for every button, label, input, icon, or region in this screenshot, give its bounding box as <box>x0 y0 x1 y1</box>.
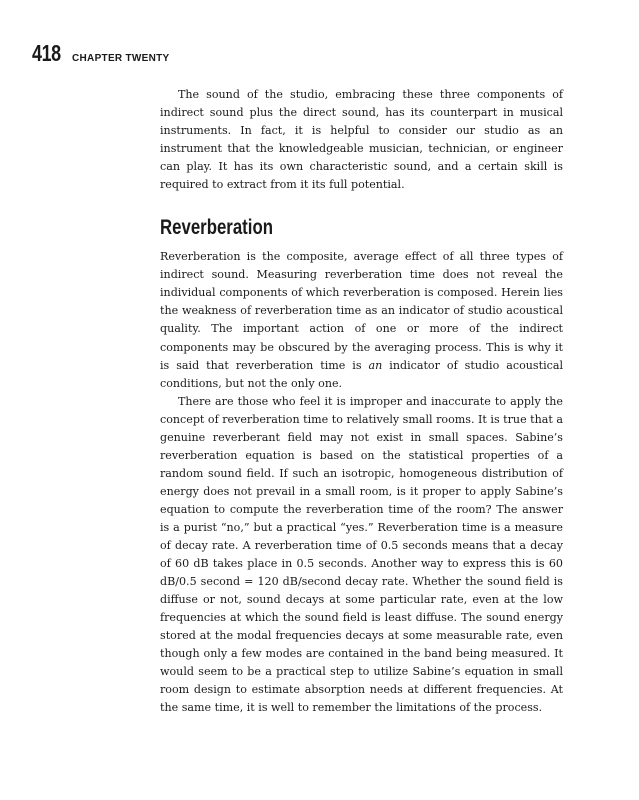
page-body <box>160 86 563 718</box>
intro-paragraph: The sound of the studio, embracing these three components of indirect sound plus the direct sound, has its counterpart in musical instruments. In fact, it is helpful to consider our studio as an instrument that the knowledgeable musician, technician, or engineer can play. It has its own characteristic sound, and a certain skill is required to extract from it its full potential. <box>160 88 563 192</box>
chapter-title: CHAPTER TWENTY <box>72 53 170 64</box>
paragraph-2: There are those who feel it is improper and inaccurate to apply the concept of reverberation time to relatively small rooms. It is true that a genuine reverberant field may not exist in small spaces. Sabine’s reverberation equation is based on the statistical properties of a random sound field. If such an isotropic, homogeneous distribution of energy does not prevail in a small room, is it proper to apply Sabine’s equation to compute the reverberation time of the room? The answer is a purist “no,” but a practical “yes.” Reverberation time is a measure of decay rate. A reverberation time of 0.5 seconds means that a decay of 60 dB takes place in 0.5 seconds. Another way to express this is 60 dB/0.5 second = 120 dB/second decay rate. Whether the sound field is diffuse or not, sound decays at some particular rate, even at the low frequencies at which the sound field is least diffuse. The sound energy stored at the modal frequencies decays at some measurable rate, even though only a few modes are contained in the band being measured. It would seem to be a practical step to utilize Sabine’s equation in small room design to estimate absorption needs at different frequencies. At the same time, it is well to remember the limitations of the process. <box>160 394 563 715</box>
running-head <box>32 40 170 66</box>
paragraph-1-text-start: Reverberation is the composite, average effect of all three types of indirect sound. Measuring reverberation time does not reveal the individual components of which reverberation is composed. Herein lies the weakness of reverberation time as an indicator of studio acoustical quality. The important action of one or more of the indirect components may be obscured by the averaging process. This is why it is said that reverberation time is <box>160 250 563 372</box>
section-heading: Reverberation <box>160 216 273 240</box>
paragraph-1 <box>160 248 563 392</box>
page-number: 418 <box>32 40 61 66</box>
emphasis-an: an <box>368 358 383 372</box>
paragraph-1-text-end: indicator of studio acoustical conditions, but not the only one. <box>160 358 564 390</box>
